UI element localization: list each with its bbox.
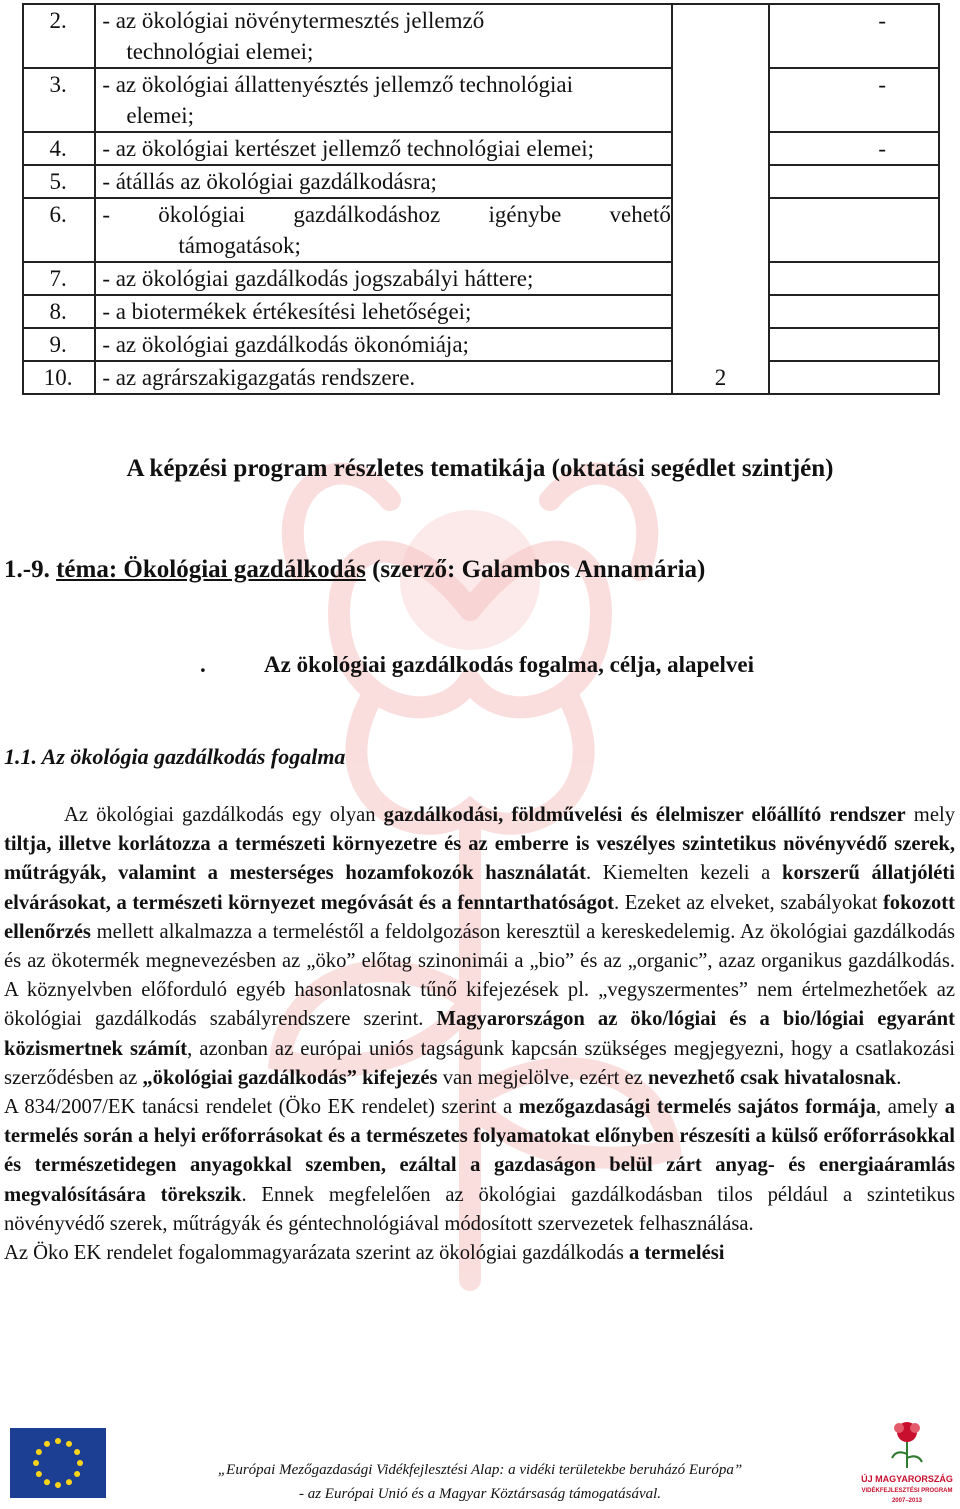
eu-star-icon: [44, 1479, 50, 1485]
eu-star-icon: [55, 1482, 61, 1488]
bold-text: gazdálkodási, földművelési és élelmiszer előállító rendszer: [383, 804, 906, 826]
row-topic: [95, 4, 672, 68]
paragraph: [4, 1093, 955, 1239]
table-row: [23, 132, 939, 165]
text-run: A 834/2007/EK tanácsi rendelet (Öko EK rendelet) szerint a: [4, 1096, 519, 1119]
eu-star-icon: [33, 1460, 39, 1466]
table-row: [23, 295, 939, 328]
topic-line: technológiai elemei;: [126, 39, 314, 64]
row-number: 4.: [23, 132, 95, 165]
topics-table: [22, 3, 940, 395]
table-row: [23, 165, 939, 198]
chapter-heading: . Az ökológiai gazdálkodás fogalma, célja, alapelvei: [200, 652, 755, 677]
paragraph: [4, 801, 955, 1093]
table-row: [23, 4, 939, 68]
topic-line: - az ökológiai gazdálkodás jogszabályi háttere;: [102, 266, 534, 291]
bold-text: Magyarországon az öko/lógiai és a bio/lógiai egyaránt közismertnek számít: [4, 1008, 955, 1060]
row-topic: [95, 68, 672, 132]
eu-star-icon: [74, 1471, 80, 1477]
section-title: A képzési program részletes tematikája (oktatási segédlet szintjén): [126, 455, 834, 482]
subheading: 1.1. Az ökológia gazdálkodás fogalma: [4, 744, 346, 769]
footer-text: [120, 1458, 840, 1506]
row-topic: [95, 262, 672, 295]
table-row: [23, 328, 939, 361]
bold-text: mezőgazdasági termelés sajátos formája: [518, 1096, 876, 1119]
row-number: 6.: [23, 198, 95, 262]
row-mark: -: [769, 4, 939, 68]
eu-star-icon: [36, 1449, 42, 1455]
footer-line-2: - az Európai Unió és a Magyar Köztársaság támogatásával.: [298, 1486, 662, 1502]
topic-line: támogatások;: [178, 233, 301, 258]
topic-line: - átállás az ökológiai gazdálkodásra;: [102, 169, 437, 194]
row-number: 9.: [23, 328, 95, 361]
topic-line: - az ökológiai gazdálkodás ökonómiája;: [102, 332, 469, 357]
text-run: mely: [905, 804, 955, 826]
theme-heading: 1.-9. téma: Ökológiai gazdálkodás (szerző: Galambos Annamária): [4, 556, 706, 583]
bold-text: korszerű állatjóléti elvárásokat, a természeti környezet megóvását és a fenntarthatóságot: [4, 862, 955, 914]
topic-line: - ökológiai gazdálkodáshoz igénybe vehető: [102, 202, 671, 227]
row-mark: [769, 165, 939, 198]
text-run: . Ezeket az elveket, szabályokat: [614, 891, 883, 914]
row-topic: [95, 361, 672, 394]
bold-text: fokozott ellenőrzés: [4, 891, 955, 943]
row-number: 7.: [23, 262, 95, 295]
text-run: mellett alkalmazza a termeléstől a feldolgozáson keresztül a kereskedelemig. Az ökológiai gazdálkodás és az ökotermék megnevezésben az „öko” előtag szinonimái a „bio” és az „organic”, azaz organikus gazdálkodás. A köznyelvben előforduló egyéb hasonlatosnak tűnő kifejezések pl. „vegyszermentes” nem értelmezhetőek az ökológiai gazdálkodás szabályrendszere szerint.: [4, 920, 955, 1031]
text-run: . Ennek megfelelően az ökológiai gazdálkodásban tilos például a szintetikus növényvédő szerek, műtrágyák és géntechnológiával módosított szervezetek felhasználása.: [4, 1183, 955, 1235]
row-mark: [769, 198, 939, 262]
eu-star-icon: [74, 1449, 80, 1455]
topic-line: - az ökológiai állattenyésztés jellemző technológiai: [102, 72, 573, 97]
row-mark: [769, 262, 939, 295]
eu-star-icon: [66, 1479, 72, 1485]
logo-line-2: VIDÉKFEJLESZTÉSI PROGRAM: [861, 1488, 953, 1494]
hours-cell: 2: [672, 4, 769, 394]
eu-star-icon: [55, 1438, 61, 1444]
bold-text: nevezhető csak hivatalosnak: [647, 1066, 897, 1089]
text-run: , amely: [876, 1096, 945, 1119]
topic-line: elemei;: [126, 103, 194, 128]
row-topic: [95, 295, 672, 328]
eu-star-icon: [36, 1471, 42, 1477]
bold-text: „ökológiai gazdálkodás” kifejezés: [142, 1066, 438, 1089]
table-row: [23, 68, 939, 132]
eu-flag-icon: [10, 1428, 106, 1498]
topic-line: - az ökológiai növénytermesztés jellemző: [102, 8, 485, 33]
row-topic: [95, 132, 672, 165]
body-text: [4, 801, 955, 1268]
row-mark: [769, 361, 939, 394]
row-number: 5.: [23, 165, 95, 198]
row-mark: -: [769, 68, 939, 132]
topic-line: - az ökológiai kertészet jellemző technológiai elemei;: [102, 136, 595, 161]
bold-text: a termelési: [629, 1242, 725, 1265]
bold-text: tiltja, illetve korlátozza a természeti környezetre és az emberre is veszélyes szintetikus növényvédő szerek, műtrágyák, valamint a mesterséges hozamfokozók használatát: [4, 833, 955, 885]
topic-line: - az agrárszakigazgatás rendszere.: [102, 365, 416, 390]
uj-magyarorszag-logo: [858, 1410, 956, 1506]
text-run: van megjelölve, ezért ez: [437, 1066, 648, 1089]
footer-line-1: „Európai Mezőgazdasági Vidékfejlesztési Alap: a vidéki területekbe beruházó Európa”: [217, 1462, 743, 1478]
paragraph: [4, 1239, 955, 1268]
row-topic: [95, 328, 672, 361]
row-mark: [769, 295, 939, 328]
table-row: [23, 361, 939, 394]
text-run: Az ökológiai gazdálkodás egy olyan: [64, 804, 384, 826]
row-number: 2.: [23, 4, 95, 68]
table-row: [23, 198, 939, 262]
row-topic: [95, 165, 672, 198]
row-number: 8.: [23, 295, 95, 328]
text-run: . Kiemelten kezeli a: [585, 862, 783, 885]
logo-line-1: ÚJ MAGYARORSZÁG: [861, 1474, 953, 1484]
text-run: , azonban az európai uniós tagságunk kapcsán szükséges megjegyezni, hogy a csatlakozási szerződésben az: [4, 1037, 955, 1089]
table-row: [23, 262, 939, 295]
logo-line-3: 2007–2013: [891, 1498, 923, 1504]
topic-line: - a biotermékek értékesítési lehetőségei;: [102, 299, 472, 324]
text-run: .: [896, 1066, 902, 1089]
row-mark: [769, 328, 939, 361]
row-topic: [95, 198, 672, 262]
row-mark: -: [769, 132, 939, 165]
eu-star-icon: [77, 1460, 83, 1466]
text-run: Az Öko EK rendelet fogalommagyarázata szerint az ökológiai gazdálkodás: [4, 1242, 629, 1265]
row-number: 10.: [23, 361, 95, 394]
eu-star-icon: [66, 1441, 72, 1447]
eu-star-icon: [44, 1441, 50, 1447]
row-number: 3.: [23, 68, 95, 132]
bold-text: a termelés során a helyi erőforrásokat és a természetes folyamatokat előnyben részesíti a külső erőforrásokkal és természetidegen anyagokkal szemben, ezáltal a gazdaságon belül zárt anyag- és energiaáramlás megvalósítására törekszik: [4, 1096, 955, 1206]
